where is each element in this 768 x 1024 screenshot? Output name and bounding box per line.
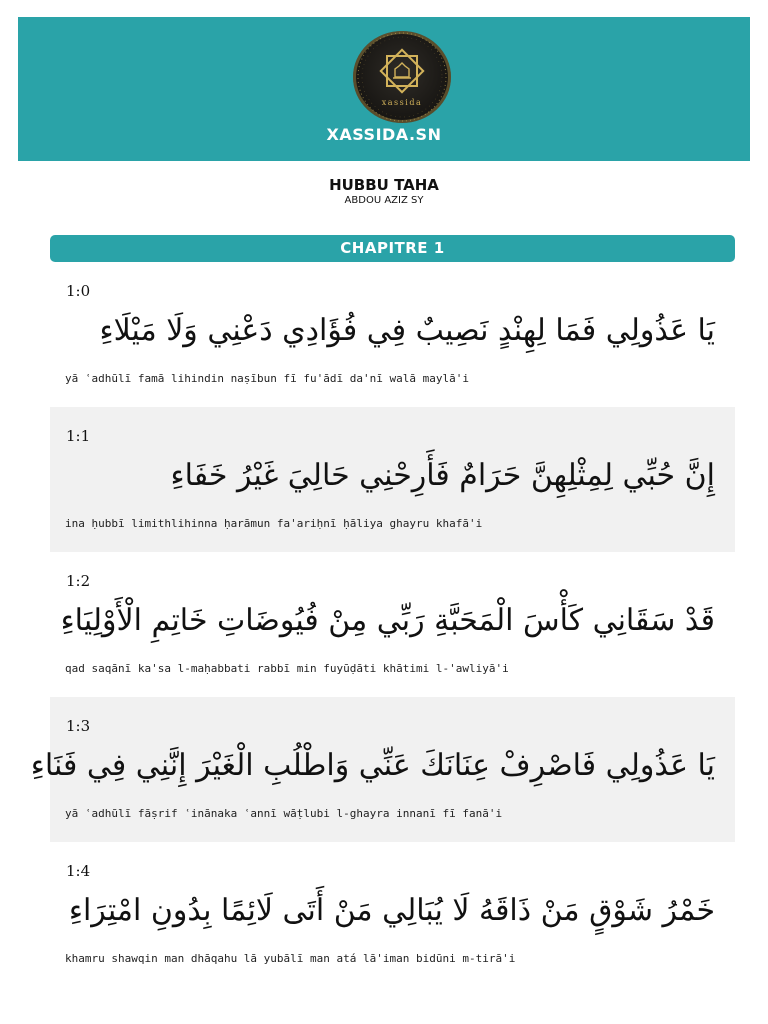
site-header — [18, 17, 750, 161]
logo-wordmark: xassida — [381, 98, 423, 107]
verse-item — [50, 407, 735, 552]
verse-arabic-text: يَا عَذُولِي فَاصْرِفْ عِنَانَكَ عَنِّي وَاطْلُبِ الْغَيْرَ إِنَّنِي فِي فَنَاءِ — [30, 748, 715, 783]
verse-list — [30, 262, 735, 987]
verse-number: 1:2 — [66, 572, 91, 590]
verse-arabic-text: خَمْرُ شَوْقٍ مَنْ ذَاقَهُ لَا يُبَالِي مَنْ أَتَى لَائِمًا بِدُونِ امْتِرَاءِ — [68, 893, 715, 928]
octagram-star-icon — [353, 31, 451, 123]
book-author: ABDOU AZIZ SY — [344, 195, 424, 206]
verse-number: 1:0 — [66, 282, 91, 300]
book-title: HUBBU TAHA — [329, 176, 439, 194]
verse-transliteration: khamru shawqin man dhāqahu lā yubālī man atá lā'iman bidūni m-tirā'i — [65, 952, 516, 965]
verse-item — [50, 842, 735, 987]
verse-item — [30, 697, 735, 842]
verse-transliteration: yā ʿadhūlī famā lihindin naṣībun fī fu'ādī da'nī walā maylā'i — [65, 372, 469, 385]
xassida-logo[interactable] — [353, 31, 451, 123]
site-title[interactable]: XASSIDA.SN — [326, 125, 442, 144]
verse-item — [50, 552, 735, 697]
verse-number: 1:1 — [66, 427, 91, 445]
chapter-heading: CHAPITRE 1 — [50, 235, 735, 262]
verse-transliteration: qad saqānī ka'sa l-maḥabbati rabbī min fuyūḍāti khātimi l-'awliyā'i — [65, 662, 509, 675]
verse-number: 1:3 — [66, 717, 91, 735]
verse-arabic-text: يَا عَذُولِي فَمَا لِهِنْدٍ نَصِيبٌ فِي فُؤَادِي دَعْنِي وَلَا مَيْلَاءِ — [99, 313, 715, 348]
verse-transliteration: yā ʿadhūlī fāṣrif ʿinānaka ʿannī wāṭlubi l-ghayra innanī fī fanā'i — [65, 807, 503, 820]
verse-item — [50, 262, 735, 407]
verse-transliteration: ina ḥubbī limithlihinna ḥarāmun fa'ariḥnī ḥāliya ghayru khafā'i — [65, 517, 483, 530]
verse-number: 1:4 — [66, 862, 91, 880]
verse-arabic-text: قَدْ سَقَانِي كَأْسَ الْمَحَبَّةِ رَبِّي مِنْ فُيُوضَاتِ خَاتِمِ الْأَوْلِيَاءِ — [60, 603, 715, 638]
verse-arabic-text: إِنَّ حُبِّي لِمِثْلِهِنَّ حَرَامٌ فَأَرِحْنِي حَالِيَ غَيْرُ خَفَاءِ — [170, 458, 715, 493]
